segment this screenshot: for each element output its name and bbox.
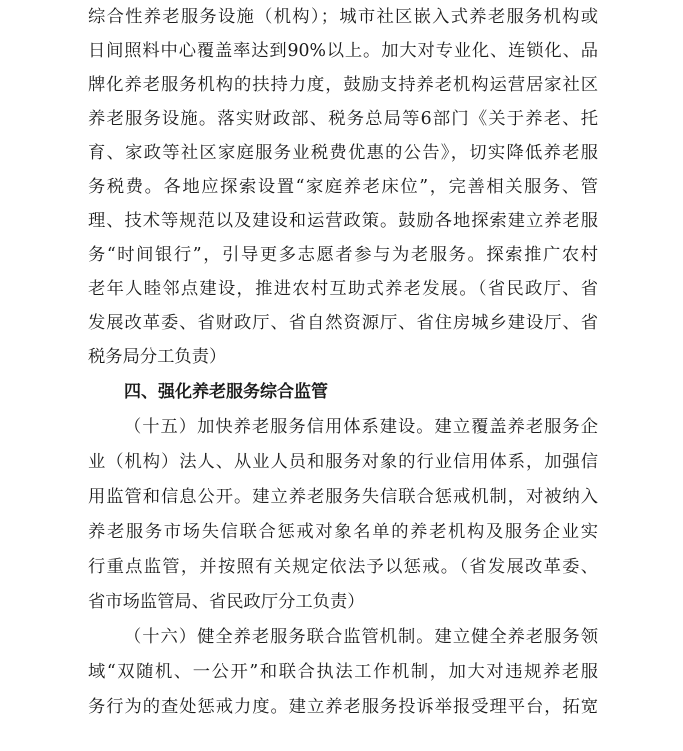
body-line-2: 日间照料中心覆盖率达到90%以上。加大对专业化、连锁化、品 (88, 41, 598, 61)
body-line-9: 老年人睦邻点建设，推进农村互助式养老发展。（省民政厅、省 (88, 279, 598, 299)
section-heading: 四、强化养老服务综合监管 (124, 382, 328, 402)
paragraph-15-line-4: 养老服务市场失信联合惩戒对象名单的养老机构及服务企业实 (88, 522, 598, 542)
body-line-6: 务税费。各地应探索设置“家庭养老床位”，完善相关服务、管 (88, 177, 598, 197)
body-line-1: 综合性养老服务设施（机构）；城市社区嵌入式养老服务机构或 (88, 7, 598, 27)
paragraph-15-line-2: 业（机构）法人、从业人员和服务对象的行业信用体系，加强信 (88, 452, 598, 472)
paragraph-15-line-1: （十五）加快养老服务信用体系建设。建立覆盖养老服务企 (124, 417, 598, 437)
body-line-11: 税务局分工负责） (88, 347, 227, 367)
paragraph-16-line-1: （十六）健全养老服务联合监管机制。建立健全养老服务领 (124, 627, 598, 647)
body-line-7: 理、技术等规范以及建设和运营政策。鼓励各地探索建立养老服 (88, 211, 598, 231)
paragraph-15-line-5: 行重点监管，并按照有关规定依法予以惩戒。（省发展改革委、 (88, 557, 598, 577)
paragraph-15-line-6: 省市场监管局、省民政厅分工负责） (88, 592, 365, 612)
paragraph-16-line-2: 域“双随机、一公开”和联合执法工作机制，加大对违规养老服 (88, 662, 598, 682)
paragraph-16-line-3: 务行为的查处惩戒力度。建立养老服务投诉举报受理平台，拓宽 (88, 697, 598, 717)
body-line-10: 发展改革委、省财政厅、省自然资源厅、省住房城乡建设厅、省 (88, 313, 598, 333)
body-line-8: 务“时间银行”，引导更多志愿者参与为老服务。探索推广农村 (88, 245, 598, 265)
body-line-4: 养老服务设施。落实财政部、税务总局等6部门《关于养老、托 (88, 109, 598, 129)
body-line-5: 育、家政等社区家庭服务业税费优惠的公告》，切实降低养老服 (88, 143, 598, 163)
paragraph-15-line-3: 用监管和信息公开。建立养老服务失信联合惩戒机制，对被纳入 (88, 487, 598, 507)
body-line-3: 牌化养老服务机构的扶持力度，鼓励支持养老机构运营居家社区 (88, 75, 598, 95)
